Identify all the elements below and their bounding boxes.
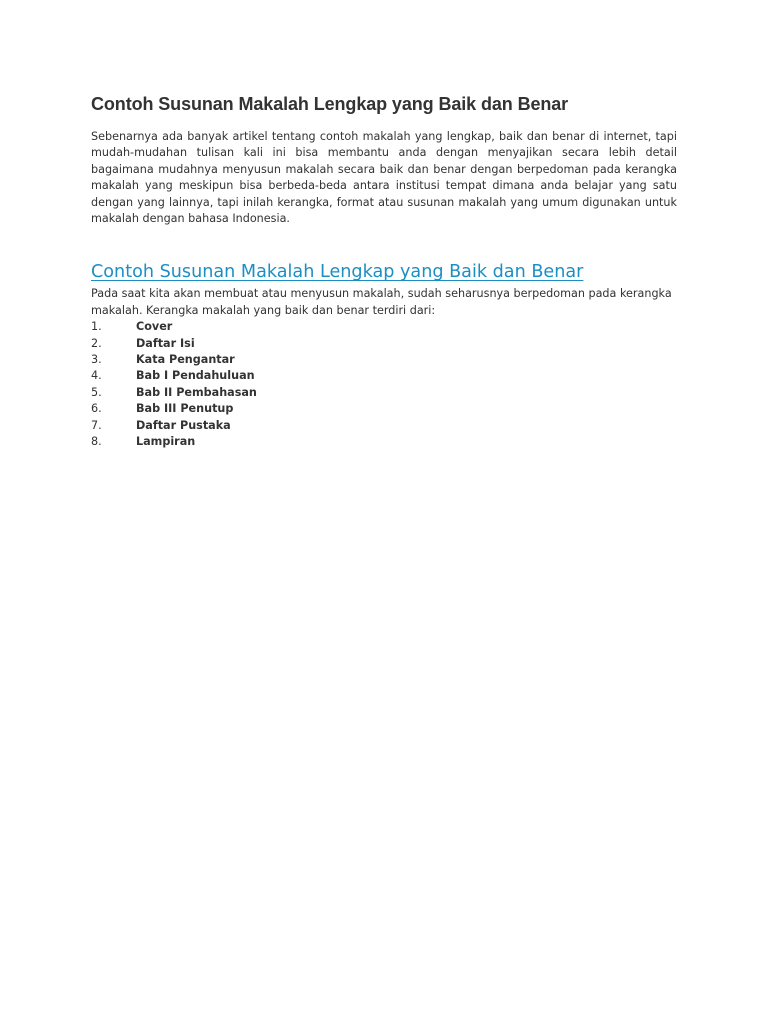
- list-item-number: 8.: [91, 435, 102, 449]
- list-item: [91, 434, 677, 450]
- list-item-label: Bab II Pembahasan: [136, 385, 257, 399]
- list-item-label: Cover: [136, 320, 173, 334]
- list-item: [91, 368, 677, 384]
- list-item-number: 2.: [91, 336, 102, 350]
- intro-paragraph: Sebenarnya ada banyak artikel tentang contoh makalah yang lengkap, baik dan benar di internet, tapi mudah-mudahan tulisan kali ini bisa membantu anda dengan menyajikan secara lebih detail bagaimana mudahnya menyusun makalah secara baik dan benar dengan berpedoman pada kerangka makalah yang meskipun bisa berbeda-beda antara institusi tempat dimana anda belajar yang satu dengan yang lainnya, tapi inilah kerangka, format atau susunan makalah yang umum digunakan untuk makalah dengan bahasa Indonesia.: [91, 130, 677, 226]
- list-item: [91, 352, 677, 368]
- list-item-number: 3.: [91, 353, 102, 367]
- list-item: [91, 319, 677, 335]
- list-item-number: 5.: [91, 385, 102, 399]
- section-heading-link[interactable]: Contoh Susunan Makalah Lengkap yang Baik dan Benar: [91, 262, 584, 283]
- list-item-number: 4.: [91, 369, 102, 383]
- list-item: [91, 385, 677, 401]
- outline-list: [91, 319, 677, 450]
- document-page: [91, 92, 677, 451]
- list-item-number: 6.: [91, 402, 102, 416]
- list-item: [91, 336, 677, 352]
- list-item-label: Daftar Isi: [136, 336, 195, 350]
- list-item-label: Bab III Penutup: [136, 402, 234, 416]
- list-item-number: 1.: [91, 320, 102, 334]
- list-item-label: Kata Pengantar: [136, 353, 235, 367]
- list-item-label: Bab I Pendahuluan: [136, 369, 255, 383]
- list-item-label: Lampiran: [136, 435, 196, 449]
- list-item-number: 7.: [91, 418, 102, 432]
- page-title: Contoh Susunan Makalah Lengkap yang Baik dan Benar: [91, 94, 569, 114]
- list-item-label: Daftar Pustaka: [136, 418, 231, 432]
- list-item: [91, 401, 677, 417]
- list-item: [91, 418, 677, 434]
- section-lead-paragraph: Pada saat kita akan membuat atau menyusun makalah, sudah seharusnya berpedoman pada kerangka makalah. Kerangka makalah yang baik dan benar terdiri dari:: [91, 287, 672, 317]
